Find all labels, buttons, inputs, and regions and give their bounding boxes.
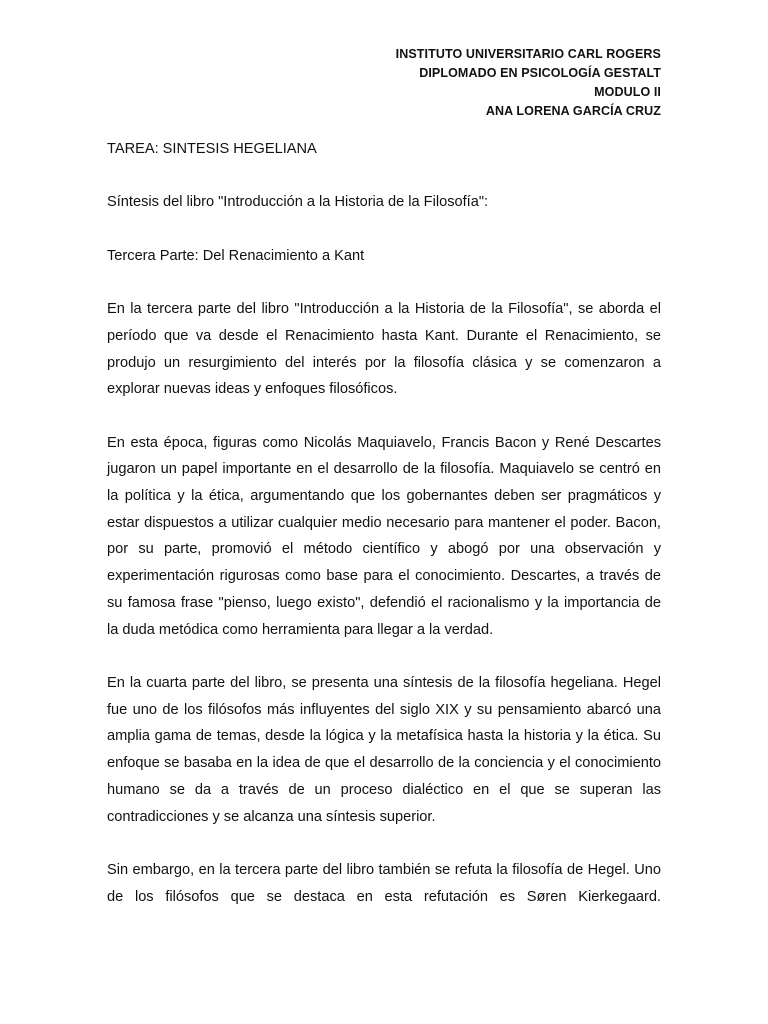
header-module: MODULO II	[594, 85, 661, 99]
part-title: Tercera Parte: Del Renacimiento a Kant	[107, 247, 365, 264]
header-author: ANA LORENA GARCÍA CRUZ	[485, 104, 661, 118]
paragraph-renacimiento: En la tercera parte del libro "Introducción a la Historia de la Filosofía", se aborda el período que va desde el Renacimiento hasta Kant. Durante el Renacimiento, se produjo un resurgimiento del interés por la filosofía clásica y se comenzaron a explorar nuevas ideas y enfoques filosóficos.	[107, 301, 661, 398]
paragraph-refutacion: Sin embargo, en la tercera parte del libro también se refuta la filosofía de Hegel. Uno de los filósofos que se destaca en esta refutación es Søren Kierkegaard.	[107, 861, 661, 905]
paragraph-figuras: En esta época, figuras como Nicolás Maquiavelo, Francis Bacon y René Descartes jugaron un papel importante en el desarrollo de la filosofía. Maquiavelo se centró en la política y la ética, argumentando que los gobernantes deben ser pragmáticos y estar dispuestos a utilizar cualquier medio necesario para mantener el poder. Bacon, por su parte, promovió el método científico y abogó por una observación y experimentación rigurosas como base para el conocimiento. Descartes, a través de su famosa frase "pienso, luego existo", defendió el racionalismo y la importancia de la duda metódica como herramienta para llegar a la verdad.	[107, 434, 661, 638]
paragraph-hegel: En la cuarta parte del libro, se presenta una síntesis de la filosofía hegeliana. Hegel fue uno de los filósofos más influyentes del siglo XIX y su pensamiento abarcó una amplia gama de temas, desde la lógica y la metafísica hasta la historia y la ética. Su enfoque se basaba en la idea de que el desarrollo de la conciencia y el conocimiento humano se da a través de un proceso dialéctico en el que se superan las contradicciones y se alcanza una síntesis superior.	[107, 674, 661, 825]
header-institution: INSTITUTO UNIVERSITARIO CARL ROGERS	[395, 47, 661, 61]
document-header	[396, 45, 661, 121]
task-title: TAREA: SINTESIS HEGELIANA	[107, 141, 317, 157]
header-diploma: DIPLOMADO EN PSICOLOGÍA GESTALT	[419, 66, 661, 80]
document-body	[107, 136, 661, 910]
synthesis-title: Síntesis del libro "Introducción a la Historia de la Filosofía":	[107, 194, 489, 211]
